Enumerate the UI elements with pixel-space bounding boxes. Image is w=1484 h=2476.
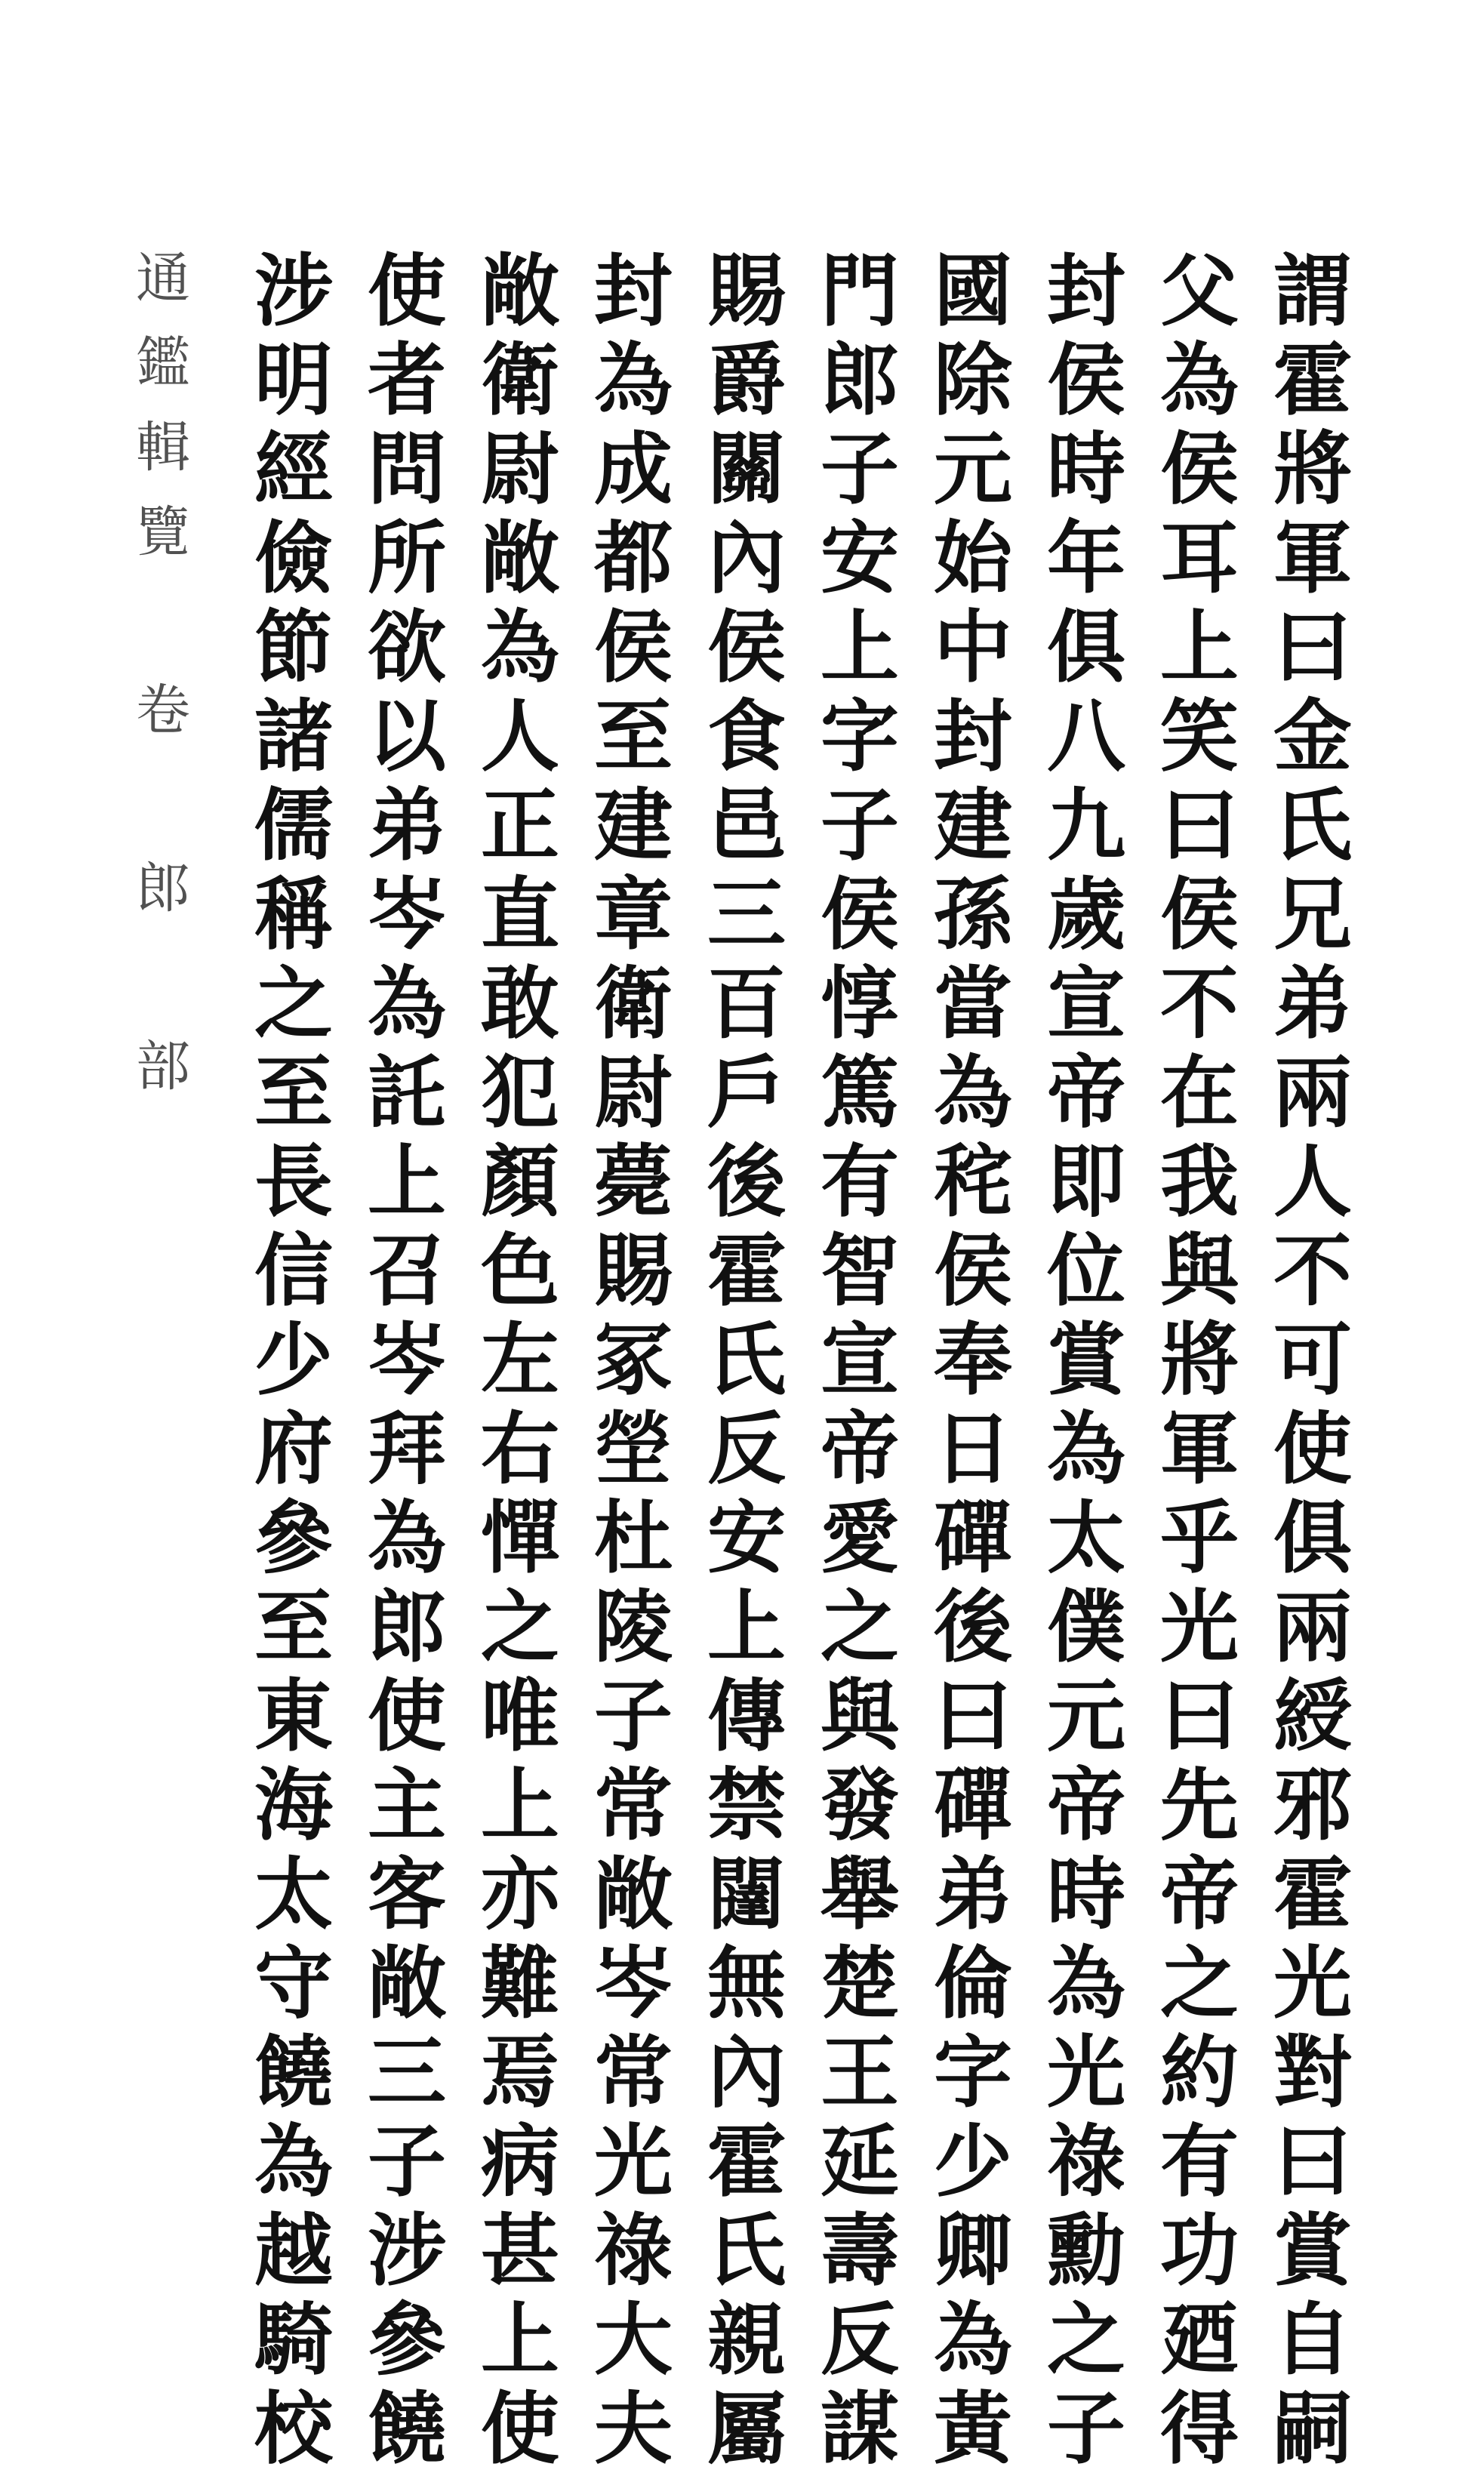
text-column-1: 謂霍將軍曰金氏兄弟兩人不可使俱兩綬邪霍光對曰賞自嗣 — [1260, 249, 1353, 2476]
margin-note: 通鑑輯覽 卷 郎 部 — [127, 249, 190, 1122]
text-column-9: 使者問所欲以弟岑為託上召岑拜為郎使主客敞三子涉參饒 — [354, 249, 447, 2476]
text-column-8: 敞衛尉敞為人正直敢犯顏色左右憚之唯上亦難焉病甚上使 — [467, 249, 560, 2476]
text-column-10: 涉明經儉節諸儒稱之至長信少府參至東海太守饒為越騎校 — [241, 249, 334, 2476]
text-column-2: 父為侯耳上笑曰侯不在我與將軍乎光曰先帝之約有功廼得 — [1147, 249, 1239, 2476]
text-column-4: 國除元始中封建孫當為秺侯奉日磾後曰磾弟倫字少卿為黃 — [920, 249, 1013, 2476]
text-column-6: 賜爵關內侯食邑三百戶後霍氏反安上傳禁闥無內霍氏親屬 — [694, 249, 787, 2476]
text-column-3: 封侯時年俱八九歲宣帝即位賞為太僕元帝時為光祿勳之子 — [1033, 249, 1126, 2476]
text-column-5: 門郎子安上字子侯惇篤有智宣帝愛之與發舉楚王延壽反謀 — [807, 249, 900, 2476]
text-column-7: 封為成都侯至建章衛尉薨賜冢塋杜陵子常敞岑常光祿大夫 — [580, 249, 673, 2476]
